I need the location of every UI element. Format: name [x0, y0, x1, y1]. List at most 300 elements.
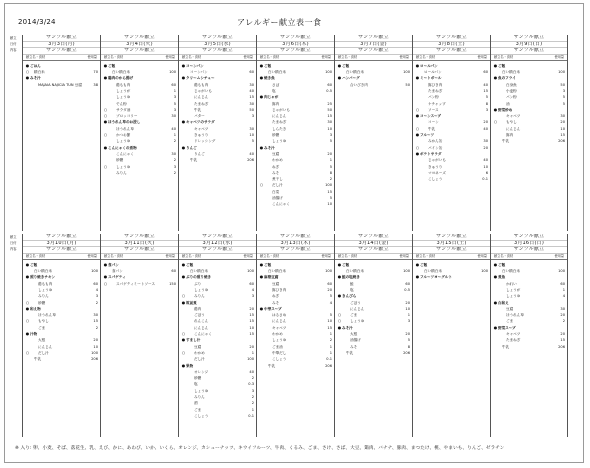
item-name: 汁物: [30, 332, 38, 337]
item-list: [23, 61, 100, 88]
item-amount: 100: [91, 350, 98, 355]
item-amount: 30: [249, 82, 254, 87]
item-name: みそ: [272, 300, 280, 305]
item-name: 牛乳: [502, 344, 510, 349]
item-amount: 10: [249, 325, 254, 330]
subheader-name: 献立名・食材: [104, 54, 124, 59]
item-name: みそ汁: [264, 145, 275, 150]
item-amount: 1: [173, 88, 176, 93]
item-name: ごま: [506, 319, 514, 324]
day-column: [178, 234, 256, 437]
row-label: 献立: [10, 36, 17, 40]
day-title: サンプル献立: [335, 234, 412, 241]
subheader-amount: 使用量: [243, 54, 253, 59]
item-marker: ●: [103, 62, 108, 68]
item-name: ドレッシング: [194, 139, 216, 144]
item-amount: 40: [249, 369, 254, 374]
item-marker: ○: [25, 349, 30, 355]
day-title: サンプル献立: [23, 234, 100, 241]
item-amount: 8: [485, 101, 488, 106]
day-column: [490, 234, 568, 437]
item-name: 砂糖: [194, 376, 202, 381]
day-menu: サンプル献立: [23, 247, 100, 254]
subheader-name: 献立名・食材: [260, 54, 280, 59]
row-label: 内容: [10, 48, 17, 52]
allergen-footnote: ※ 入り: 卵、小麦、そば、落花生、乳、えび、かに、あわび、いか、いくら、オレンジ、カシューナッツ、キウイフルーツ、牛肉、くるみ、ごま、さけ、さば、大豆、鶏肉、バナナ、豚肉、まつたけ、桃、やまいも、りんご、ゼラチン: [15, 446, 505, 451]
item-name: しょうゆ: [272, 139, 287, 144]
item-name: キャベツのサラダ: [186, 120, 215, 125]
item-name: かれい: [506, 281, 517, 286]
row-labels: [10, 234, 22, 252]
item-name: フルーツヨーグルト: [420, 275, 452, 280]
item-name: ご飯: [264, 63, 272, 68]
item-name: にんじん: [506, 126, 521, 131]
item-amount: 5: [329, 313, 332, 318]
item-amount: 4: [329, 300, 332, 305]
subheader-name: 献立名・食材: [26, 54, 46, 59]
item-marker: ●: [337, 274, 342, 280]
item-name: 煮干し: [272, 177, 283, 182]
item-amount: 206: [558, 344, 565, 349]
item-marker: ●: [25, 305, 30, 311]
item-amount: 30: [249, 126, 254, 131]
list-item: [337, 350, 410, 356]
item-name: マヨネーズ: [428, 170, 446, 175]
day-column: [100, 35, 178, 231]
item-marker: ○: [415, 144, 420, 150]
item-name: クリームシチュー: [186, 76, 215, 81]
item-amount: 100: [325, 183, 332, 188]
item-name: きんぴら: [342, 294, 357, 299]
item-name: 麻婆豆腐: [264, 275, 279, 280]
item-name: 白い精白米: [346, 269, 364, 274]
item-amount: 100: [481, 269, 488, 274]
item-name: 合いびき肉: [350, 82, 368, 87]
item-name: みかん缶: [428, 139, 443, 144]
item-amount: 10: [249, 133, 254, 138]
item-amount: 2: [173, 170, 176, 175]
item-name: ご飯: [342, 63, 350, 68]
day-title: サンプル献立: [101, 234, 178, 241]
day-date: 3月16日(日): [491, 241, 567, 248]
item-amount: 60: [249, 281, 254, 286]
item-name: しょうが: [116, 88, 131, 93]
day-menu: サンプル献立: [179, 247, 256, 254]
day-date: 3月5日(水): [179, 42, 256, 49]
item-amount: 2: [173, 139, 176, 144]
day-column: [412, 234, 490, 437]
item-amount: 0.5: [404, 287, 410, 292]
item-marker: ●: [103, 75, 108, 81]
item-amount: 10: [560, 126, 565, 131]
item-name: こんにゃく: [116, 151, 134, 156]
item-name: パン粉: [506, 95, 517, 100]
item-amount: 100: [169, 70, 176, 75]
item-name: こんにゃくの煮物: [108, 145, 137, 150]
item-amount: 5: [407, 338, 410, 343]
subheader-amount: 使用量: [399, 54, 409, 59]
row-labels: [10, 35, 22, 53]
item-amount: 30: [327, 120, 332, 125]
item-name: ごま: [38, 325, 46, 330]
item-amount: 10: [327, 202, 332, 207]
item-name: 中華スープ: [264, 306, 282, 311]
item-name: ハンバーグ: [342, 76, 360, 81]
item-marker: ●: [493, 274, 498, 280]
day-title: サンプル献立: [179, 234, 256, 241]
item-marker: ○: [103, 163, 108, 169]
item-marker: ●: [493, 75, 498, 81]
item-name: コーンスープ: [420, 114, 442, 119]
item-amount: 2: [251, 376, 254, 381]
item-amount: 15: [560, 338, 565, 343]
item-amount: 206: [91, 357, 98, 362]
item-amount: 20: [560, 313, 565, 318]
item-name: もやし: [506, 120, 517, 125]
item-marker: ●: [337, 324, 342, 330]
item-name: かつお節: [116, 133, 131, 138]
item-name: にんじん: [194, 95, 209, 100]
item-amount: 1: [329, 344, 332, 349]
item-name: しらたき: [272, 126, 287, 131]
item-amount: 60: [560, 281, 565, 286]
item-marker: ●: [25, 261, 30, 267]
report-date: 2014/3/24: [18, 18, 56, 26]
item-name: ごぼう: [350, 300, 361, 305]
day-menu: サンプル献立: [23, 48, 100, 55]
item-name: キャベツ: [506, 114, 521, 119]
item-name: 豆腐: [272, 151, 280, 156]
item-name: こしょう: [428, 177, 443, 182]
item-amount: 20: [405, 332, 410, 337]
day-date: 3月15日(土): [413, 241, 490, 248]
item-marker: ●: [337, 293, 342, 299]
item-name: 豚肉: [272, 101, 280, 106]
item-amount: 2: [95, 300, 98, 305]
day-menu: サンプル献立: [179, 48, 256, 55]
item-name: 牛乳: [428, 126, 436, 131]
item-marker: ●: [103, 274, 108, 280]
item-name: だし汁: [194, 357, 205, 362]
item-name: 白い精白米: [346, 70, 364, 75]
item-amount: 40: [249, 151, 254, 156]
item-amount: 20: [249, 306, 254, 311]
item-amount: 10: [405, 306, 410, 311]
item-name: 中華だし: [272, 350, 287, 355]
item-name: にんじん: [350, 306, 365, 311]
subheader-amount: 使用量: [243, 253, 253, 258]
item-name: しょうゆ: [350, 319, 365, 324]
week-2-grid: [10, 234, 574, 437]
item-marker: ●: [415, 274, 420, 280]
item-name: みりん: [194, 294, 205, 299]
item-amount: 0.5: [326, 88, 332, 93]
subheader-amount: 使用量: [165, 54, 175, 59]
item-name: しょうが: [506, 287, 521, 292]
item-amount: 40: [483, 126, 488, 131]
subheader-amount: 使用量: [477, 253, 487, 258]
item-amount: 30: [171, 114, 176, 119]
day-date: 3月3日(月): [23, 42, 100, 49]
item-name: しょうゆ: [116, 164, 131, 169]
item-marker: ●: [259, 144, 264, 150]
item-name: しょうゆ: [116, 95, 131, 100]
item-name: 油揚げ: [272, 196, 283, 201]
item-amount: 5: [329, 196, 332, 201]
item-amount: 3: [251, 294, 254, 299]
item-name: 牛乳: [34, 357, 42, 362]
item-marker: ●: [103, 144, 108, 150]
day-column: [334, 35, 412, 231]
item-amount: 2: [173, 158, 176, 163]
item-amount: 2: [329, 338, 332, 343]
item-amount: 1: [407, 313, 410, 318]
item-amount: 60: [93, 281, 98, 286]
item-name: ポテトサラダ: [420, 151, 442, 156]
item-name: ご飯: [498, 262, 506, 267]
item-amount: 8: [407, 344, 410, 349]
item-name: バター: [194, 114, 205, 119]
item-name: キャベツ: [194, 126, 209, 131]
item-amount: 5: [329, 294, 332, 299]
item-amount: 3: [173, 95, 176, 100]
item-amount: 30: [93, 313, 98, 318]
item-amount: 206: [403, 350, 410, 355]
item-name: 鶏肉: [194, 306, 202, 311]
day-column: [490, 35, 568, 231]
item-name: ご飯: [264, 262, 272, 267]
list-item: [25, 82, 98, 88]
subheader-amount: 使用量: [399, 253, 409, 258]
day-title: サンプル献立: [101, 35, 178, 42]
item-marker: ○: [259, 182, 264, 188]
item-name: さば: [272, 82, 280, 87]
day-menu: サンプル献立: [101, 247, 178, 254]
item-name: 鶏もも肉: [38, 281, 53, 286]
item-name: 白い精白米: [190, 269, 208, 274]
page-title: アレルギー献立表一食: [237, 18, 322, 27]
day-date: 3月9日(日): [491, 42, 567, 49]
item-name: でん粉: [116, 101, 127, 106]
subheader-name: 献立名・食材: [104, 253, 124, 258]
item-name: みそ: [272, 170, 280, 175]
item-name: 豚ひき肉: [428, 82, 443, 87]
item-list: [491, 61, 567, 145]
item-name: りんご: [194, 151, 205, 156]
item-name: 鶏もも肉: [116, 82, 131, 87]
day-column: [178, 35, 256, 231]
item-name: 精白米: [34, 70, 45, 75]
item-amount: 10: [483, 164, 488, 169]
subheader-name: 献立名・食材: [494, 54, 514, 59]
item-name: ほうれん草: [506, 313, 524, 318]
item-name: 塩: [350, 287, 354, 292]
day-column: [256, 234, 334, 437]
item-name: コーン: [428, 120, 439, 125]
item-name: 豆腐: [194, 344, 202, 349]
item-name: ご飯: [108, 63, 116, 68]
item-marker: ○: [103, 106, 108, 112]
item-marker: ○: [25, 318, 30, 324]
item-marker: ○: [415, 106, 420, 112]
subheader-name: 献立名・食材: [182, 54, 202, 59]
day-date: 3月4日(火): [101, 42, 178, 49]
row-label: 献立: [10, 235, 17, 239]
item-amount: 15: [249, 332, 254, 337]
menu-sheet: [4, 3, 584, 463]
subheader-amount: 使用量: [87, 54, 97, 59]
day-date: 3月8日(土): [413, 42, 490, 49]
item-name: 豆腐: [506, 306, 514, 311]
item-name: もやし: [38, 319, 49, 324]
item-marker: ○: [337, 312, 342, 318]
item-name: 野菜スープ: [498, 325, 516, 330]
item-marker: ●: [259, 94, 264, 100]
item-list: [413, 260, 490, 281]
item-name: わかめ: [272, 332, 283, 337]
item-name: ご飯: [420, 262, 428, 267]
item-name: れんこん: [194, 319, 209, 324]
subheader-name: 献立名・食材: [338, 253, 358, 258]
item-amount: 3: [173, 107, 176, 112]
item-marker: ●: [493, 106, 498, 112]
item-name: ケチャップ: [428, 101, 446, 106]
item-name: じゃがいも: [428, 158, 446, 163]
day-date: 3月13日(木): [257, 241, 334, 248]
item-name: 油揚げ: [350, 338, 361, 343]
item-marker: ●: [259, 305, 264, 311]
item-name: しょうゆ: [194, 388, 209, 393]
item-name: ほうれん草のお浸し: [108, 120, 141, 125]
item-name: スパゲティミートソース: [116, 281, 156, 286]
item-amount: 206: [247, 158, 254, 163]
item-marker: ●: [103, 119, 108, 125]
item-name: 砂糖: [38, 300, 46, 305]
subheader-amount: 使用量: [554, 253, 564, 258]
item-amount: 25: [327, 101, 332, 106]
subheader-name: 献立名・食材: [26, 253, 46, 258]
item-name: MAJAIA NAJICIA TUN 豆腐: [38, 82, 82, 87]
item-amount: 1: [329, 158, 332, 163]
item-marker: ●: [259, 261, 264, 267]
item-amount: 70: [93, 70, 98, 75]
item-amount: 206: [558, 139, 565, 144]
item-name: パン粉: [428, 95, 439, 100]
item-name: はるさめ: [272, 313, 287, 318]
subheader-amount: 使用量: [165, 253, 175, 258]
item-amount: 50: [327, 107, 332, 112]
item-amount: 206: [325, 363, 332, 368]
item-marker: ○: [181, 349, 186, 355]
item-amount: 40: [249, 88, 254, 93]
item-marker: ●: [493, 324, 498, 330]
item-amount: 2: [251, 395, 254, 400]
item-name: 照り焼きチキン: [30, 275, 56, 280]
item-amount: 20: [93, 338, 98, 343]
item-name: オレンジ: [194, 369, 209, 374]
item-name: 白い精白米: [502, 269, 520, 274]
item-name: 大根: [350, 332, 358, 337]
item-amount: 20: [560, 120, 565, 125]
item-name: 牛乳: [346, 350, 354, 355]
item-marker: ○: [181, 293, 186, 299]
item-marker: ●: [415, 150, 420, 156]
item-amount: 3: [329, 133, 332, 138]
item-marker: ●: [25, 331, 30, 337]
day-menu: サンプル献立: [491, 247, 567, 254]
item-amount: 15: [327, 114, 332, 119]
item-amount: 20: [327, 151, 332, 156]
item-name: しょうゆ: [272, 338, 287, 343]
item-name: にんじん: [194, 325, 209, 330]
item-marker: ●: [181, 299, 186, 305]
item-name: だし汁: [38, 350, 49, 355]
item-name: 白い精白米: [268, 269, 286, 274]
item-marker: ○: [103, 113, 108, 119]
item-name: 大根: [38, 338, 46, 343]
item-marker: ●: [181, 261, 186, 267]
item-name: 白菜: [272, 189, 280, 194]
item-amount: 10: [327, 126, 332, 131]
item-amount: 60: [249, 70, 254, 75]
item-amount: 5: [485, 95, 488, 100]
item-amount: 20: [560, 332, 565, 337]
item-name: じゃがいも: [272, 107, 290, 112]
item-amount: 40: [483, 82, 488, 87]
item-amount: 5: [329, 164, 332, 169]
item-name: 白い精白米: [268, 70, 286, 75]
item-marker: ○: [181, 331, 186, 337]
item-name: ご飯: [30, 262, 38, 267]
item-name: 魚のフライ: [498, 76, 516, 81]
item-name: ねぎ: [272, 164, 280, 169]
item-name: ぶり: [194, 281, 202, 286]
subheader-name: 献立名・食材: [416, 253, 436, 258]
day-date: 3月6日(木): [257, 42, 334, 49]
item-list: [335, 260, 412, 356]
item-amount: 20: [249, 344, 254, 349]
item-amount: 1: [251, 407, 254, 412]
item-name: 塩: [272, 88, 276, 93]
item-amount: 3: [485, 107, 488, 112]
item-amount: 100: [247, 269, 254, 274]
item-marker: ○: [337, 318, 342, 324]
item-name: みりん: [38, 294, 49, 299]
item-amount: 2: [251, 401, 254, 406]
item-name: わかめ: [272, 158, 283, 163]
item-marker: ●: [103, 261, 108, 267]
item-list: [23, 260, 100, 363]
item-name: ごはん: [30, 63, 41, 68]
day-menu: サンプル献立: [335, 48, 412, 55]
item-amount: 60: [483, 70, 488, 75]
item-name: 鮭: [350, 281, 354, 286]
item-list: [335, 61, 412, 88]
item-amount: 1: [329, 332, 332, 337]
item-name: 牛乳: [194, 107, 202, 112]
day-column: [100, 234, 178, 437]
item-name: ほうれん草: [38, 313, 56, 318]
item-marker: ○: [25, 69, 30, 75]
item-amount: 5: [251, 139, 254, 144]
item-name: ぶりの照り焼き: [186, 275, 212, 280]
item-marker: ●: [181, 274, 186, 280]
item-name: だし汁: [272, 183, 283, 188]
subheader-name: 献立名・食材: [494, 253, 514, 258]
item-amount: 5: [173, 101, 176, 106]
subheader-name: 献立名・食材: [260, 253, 280, 258]
item-amount: 4: [95, 287, 98, 292]
